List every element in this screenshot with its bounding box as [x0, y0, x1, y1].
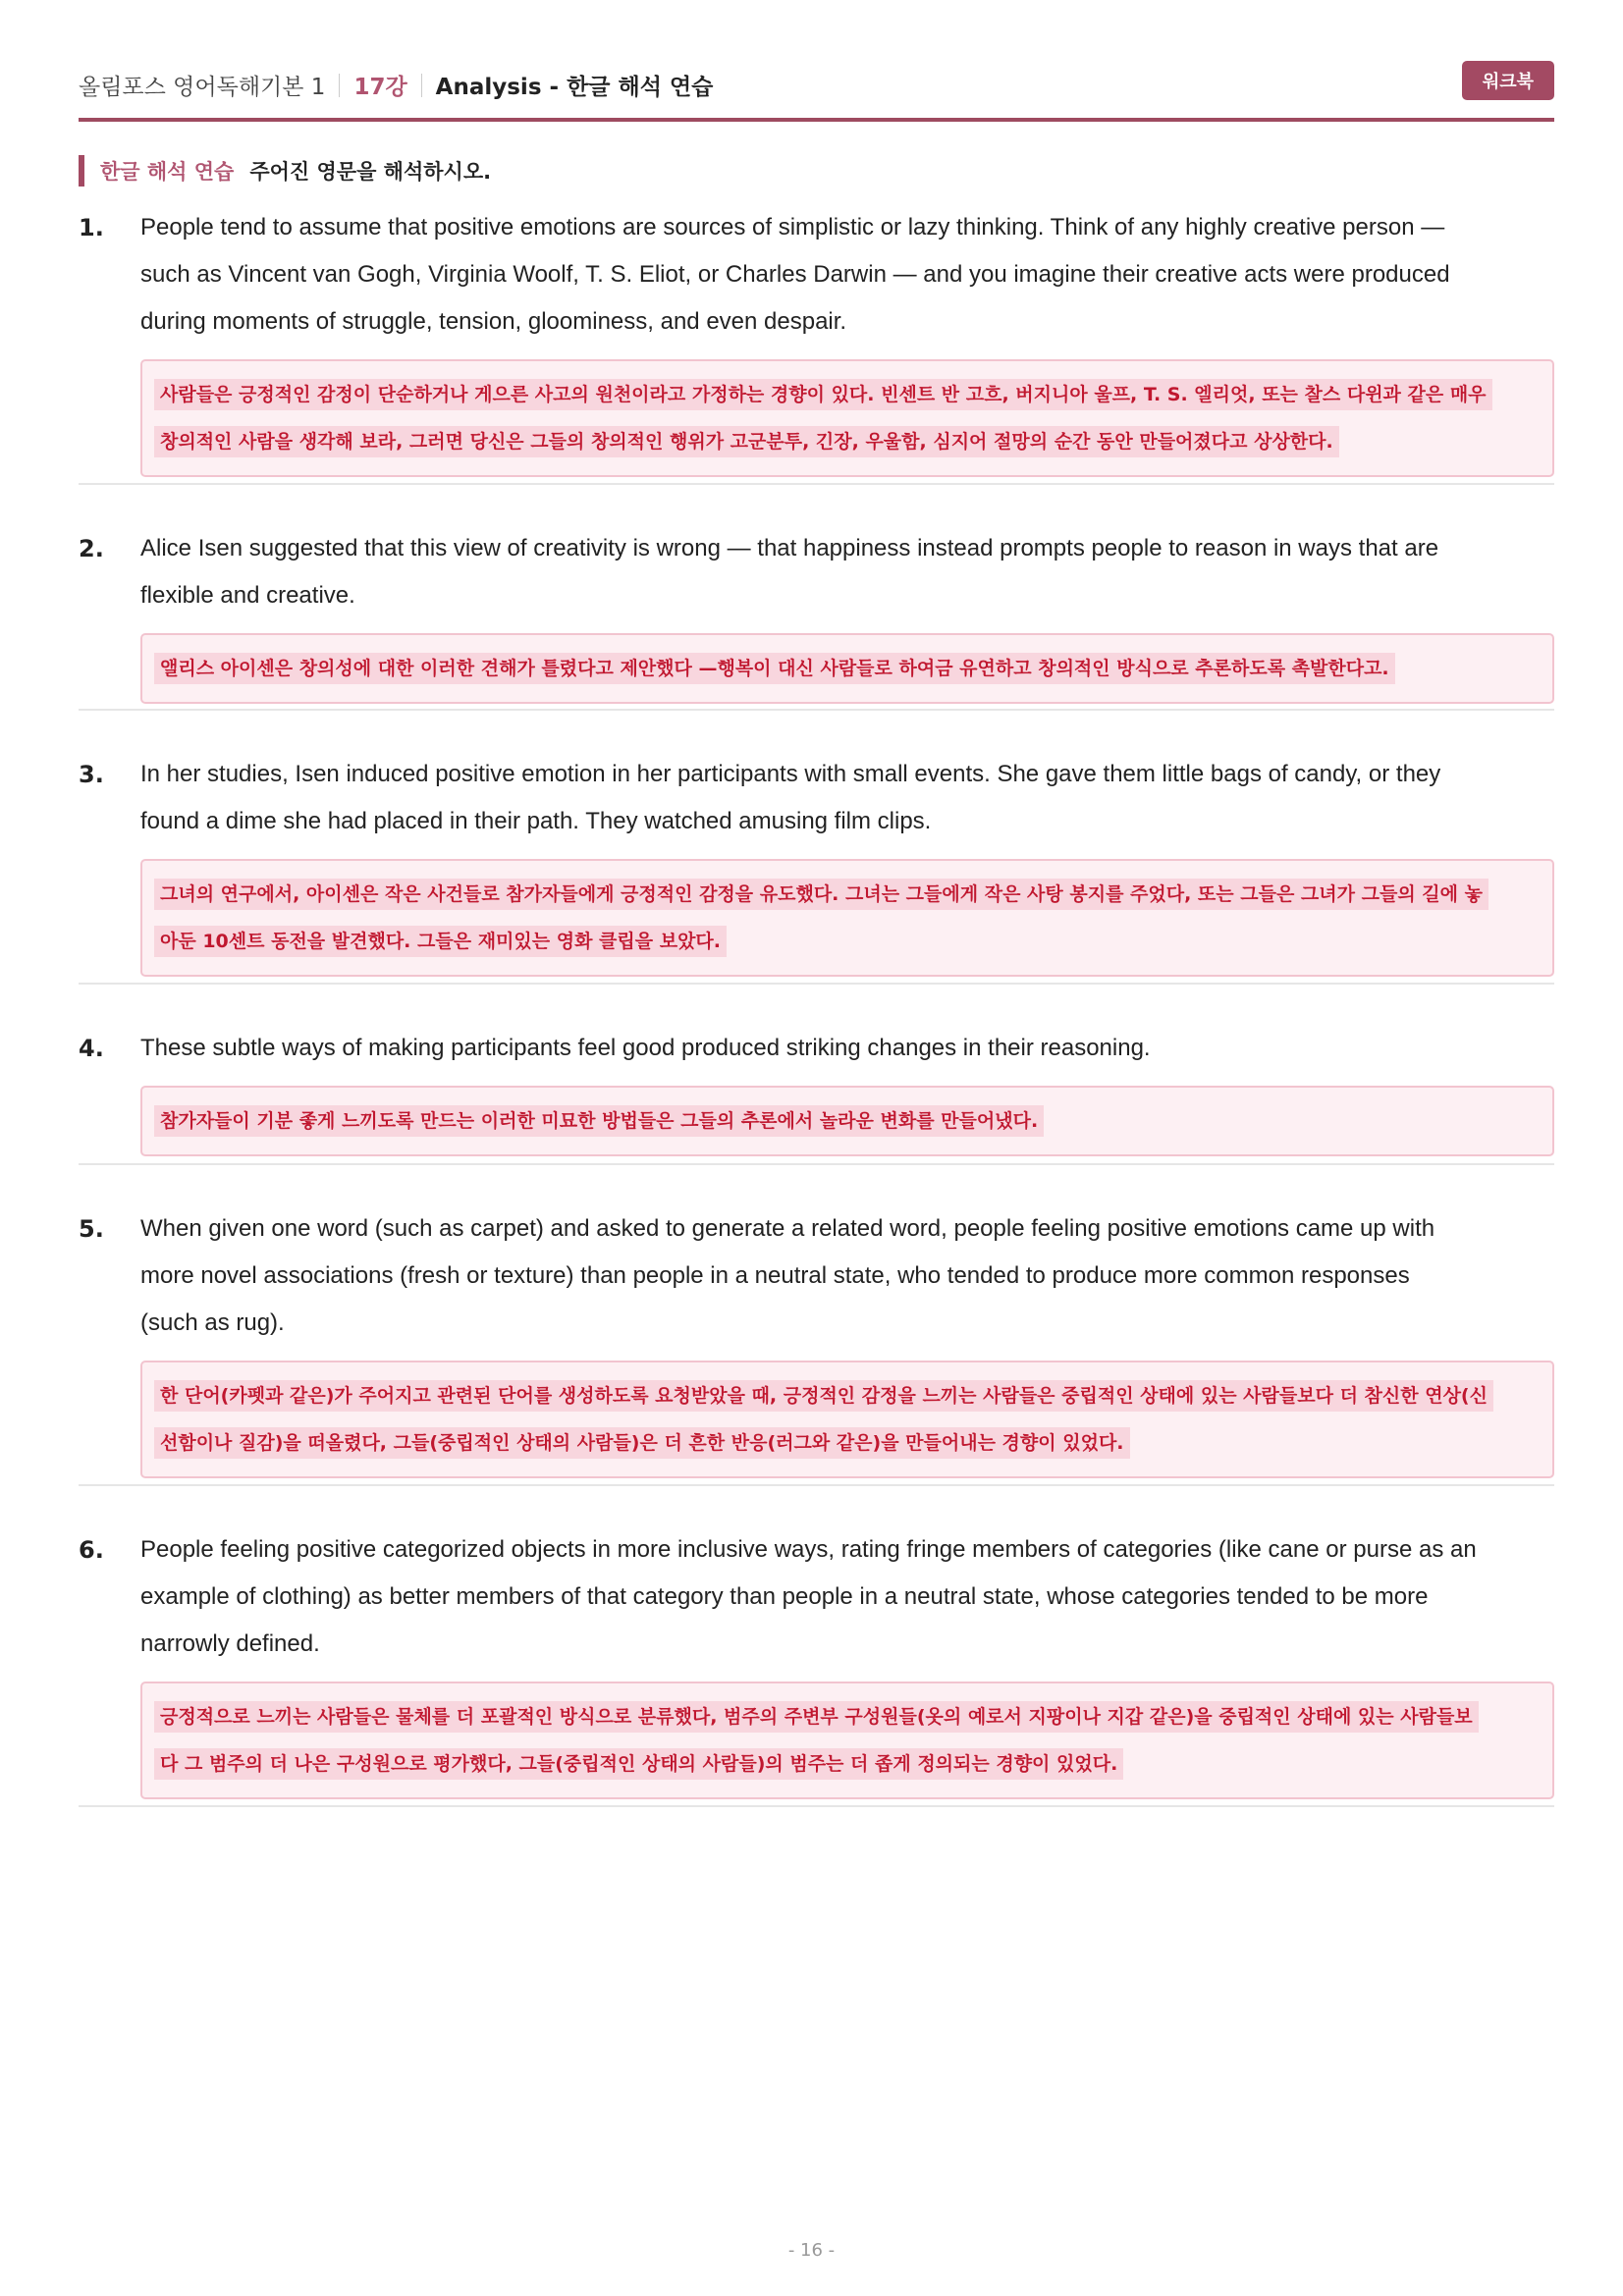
english-line: When given one word (such as carpet) and asked to generate a related word, people feeling positive emotions came up with [140, 1215, 1435, 1242]
korean-line: 다 그 범주의 더 나은 구성원으로 평가했다, 그들(중립적인 상태의 사람들)의 범주는 더 좁게 정의되는 경향이 있었다. [154, 1748, 1123, 1780]
instruction-text: 주어진 영문을 해석하시오. [249, 160, 492, 184]
korean-translation [154, 871, 1541, 965]
korean-line: 그녀의 연구에서, 아이센은 작은 사건들로 참가자들에게 긍정적인 감정을 유도했다. 그녀는 그들에게 작은 사탕 봉지를 주었다, 또는 그들은 그녀가 그들의 길에 놓 [154, 879, 1488, 910]
korean-translation-box [140, 859, 1554, 977]
exercise-item-1 [79, 204, 1554, 477]
korean-line: 앨리스 아이센은 창의성에 대한 이러한 견해가 틀렸다고 제안했다 —행복이 대신 사람들로 하여금 유연하고 창의적인 방식으로 추론하도록 촉발한다고. [154, 653, 1395, 684]
english-line: Alice Isen suggested that this view of creativity is wrong — that happiness instead prompts people to reason in ways that are [140, 535, 1439, 561]
instruction-label: 한글 해석 연습 [100, 160, 235, 184]
english-sentence [140, 1025, 1554, 1072]
english-line: In her studies, Isen induced positive emotion in her participants with small events. She gave them little bags of candy, or they [140, 761, 1441, 787]
english-line: narrowly defined. [140, 1630, 320, 1657]
english-line: during moments of struggle, tension, gloominess, and even despair. [140, 308, 847, 335]
item-number: 5. [79, 1215, 104, 1243]
english-line: more novel associations (fresh or texture) than people in a neutral state, who tended to produce more common responses [140, 1262, 1410, 1289]
item-divider [79, 1805, 1554, 1807]
english-sentence [140, 1205, 1554, 1347]
english-line: found a dime she had placed in their path. They watched amusing film clips. [140, 808, 932, 834]
workbook-badge: 워크북 [1462, 61, 1554, 100]
exercise-item-6 [79, 1526, 1554, 1799]
item-number: 2. [79, 535, 104, 562]
exercise-item-3 [79, 751, 1554, 977]
exercise-item-4 [79, 1025, 1554, 1156]
item-number: 3. [79, 761, 104, 788]
korean-translation-box [140, 359, 1554, 477]
korean-line: 한 단어(카펫과 같은)가 주어지고 관련된 단어를 생성하도록 요청받았을 때, 긍정적인 감정을 느끼는 사람들은 중립적인 상태에 있는 사람들보다 더 참신한 연상(신 [154, 1380, 1493, 1412]
korean-line: 참가자들이 기분 좋게 느끼도록 만드는 이러한 미묘한 방법들은 그들의 추론에서 놀라운 변화를 만들어냈다. [154, 1105, 1044, 1137]
english-sentence [140, 1526, 1554, 1668]
english-line: People feeling positive categorized objects in more inclusive ways, rating fringe members of categories (like cane or purse as an [140, 1536, 1477, 1563]
item-number: 1. [79, 214, 104, 241]
page-header [79, 61, 1554, 122]
korean-line: 선함이나 질감)을 떠올렸다, 그들(중립적인 상태의 사람들)은 더 흔한 반응(러그와 같은)을 만들어내는 경향이 있었다. [154, 1427, 1130, 1459]
english-line: These subtle ways of making participants feel good produced striking changes in their reasoning. [140, 1035, 1151, 1061]
english-line: example of clothing) as better members of that category than people in a neutral state, whose categories tended to be more [140, 1583, 1429, 1610]
item-divider [79, 1484, 1554, 1486]
exercise-item-2 [79, 525, 1554, 704]
item-number: 6. [79, 1536, 104, 1564]
english-line: such as Vincent van Gogh, Virginia Woolf, T. S. Eliot, or Charles Darwin — and you imagine their creative acts were produced [140, 261, 1450, 288]
item-divider [79, 709, 1554, 711]
korean-line: 사람들은 긍정적인 감정이 단순하거나 게으른 사고의 원천이라고 가정하는 경향이 있다. 빈센트 반 고흐, 버지니아 울프, T. S. 엘리엇, 또는 찰스 다윈과 같은 매우 [154, 379, 1492, 410]
item-divider [79, 983, 1554, 985]
korean-line: 긍정적으로 느끼는 사람들은 물체를 더 포괄적인 방식으로 분류했다, 범주의 주변부 구성원들(옷의 예로서 지팡이나 지갑 같은)을 중립적인 상태에 있는 사람들보 [154, 1701, 1479, 1733]
korean-translation [154, 1372, 1541, 1467]
korean-line: 아둔 10센트 동전을 발견했다. 그들은 재미있는 영화 클립을 보았다. [154, 926, 727, 957]
section-title: Analysis - 한글 해석 연습 [435, 75, 714, 100]
book-title: 올림포스 영어독해기본 1 [79, 75, 326, 100]
english-sentence [140, 525, 1554, 619]
item-divider [79, 1163, 1554, 1165]
korean-translation-box [140, 1682, 1554, 1799]
english-line: flexible and creative. [140, 582, 355, 609]
item-number: 4. [79, 1035, 104, 1062]
english-sentence [140, 204, 1554, 346]
english-line: People tend to assume that positive emotions are sources of simplistic or lazy thinking. Think of any highly creative person — [140, 214, 1445, 240]
lecture-number: 17강 [353, 75, 407, 100]
korean-translation-box [140, 1086, 1554, 1156]
korean-translation [154, 1097, 1541, 1145]
english-sentence [140, 751, 1554, 845]
item-divider [79, 483, 1554, 485]
korean-line: 창의적인 사람을 생각해 보라, 그러면 당신은 그들의 창의적인 행위가 고군분투, 긴장, 우울함, 심지어 절망의 순간 동안 만들어졌다고 상상한다. [154, 426, 1339, 457]
korean-translation-box [140, 633, 1554, 704]
korean-translation [154, 1693, 1541, 1788]
exercise-item-5 [79, 1205, 1554, 1478]
header-title-group [79, 69, 713, 101]
korean-translation [154, 371, 1541, 465]
korean-translation-box [140, 1361, 1554, 1478]
english-line: (such as rug). [140, 1309, 285, 1336]
instruction-heading [79, 155, 491, 187]
header-divider [421, 74, 422, 97]
korean-translation [154, 645, 1541, 692]
header-divider [339, 74, 340, 97]
page-number: - 16 - [787, 2240, 836, 2261]
